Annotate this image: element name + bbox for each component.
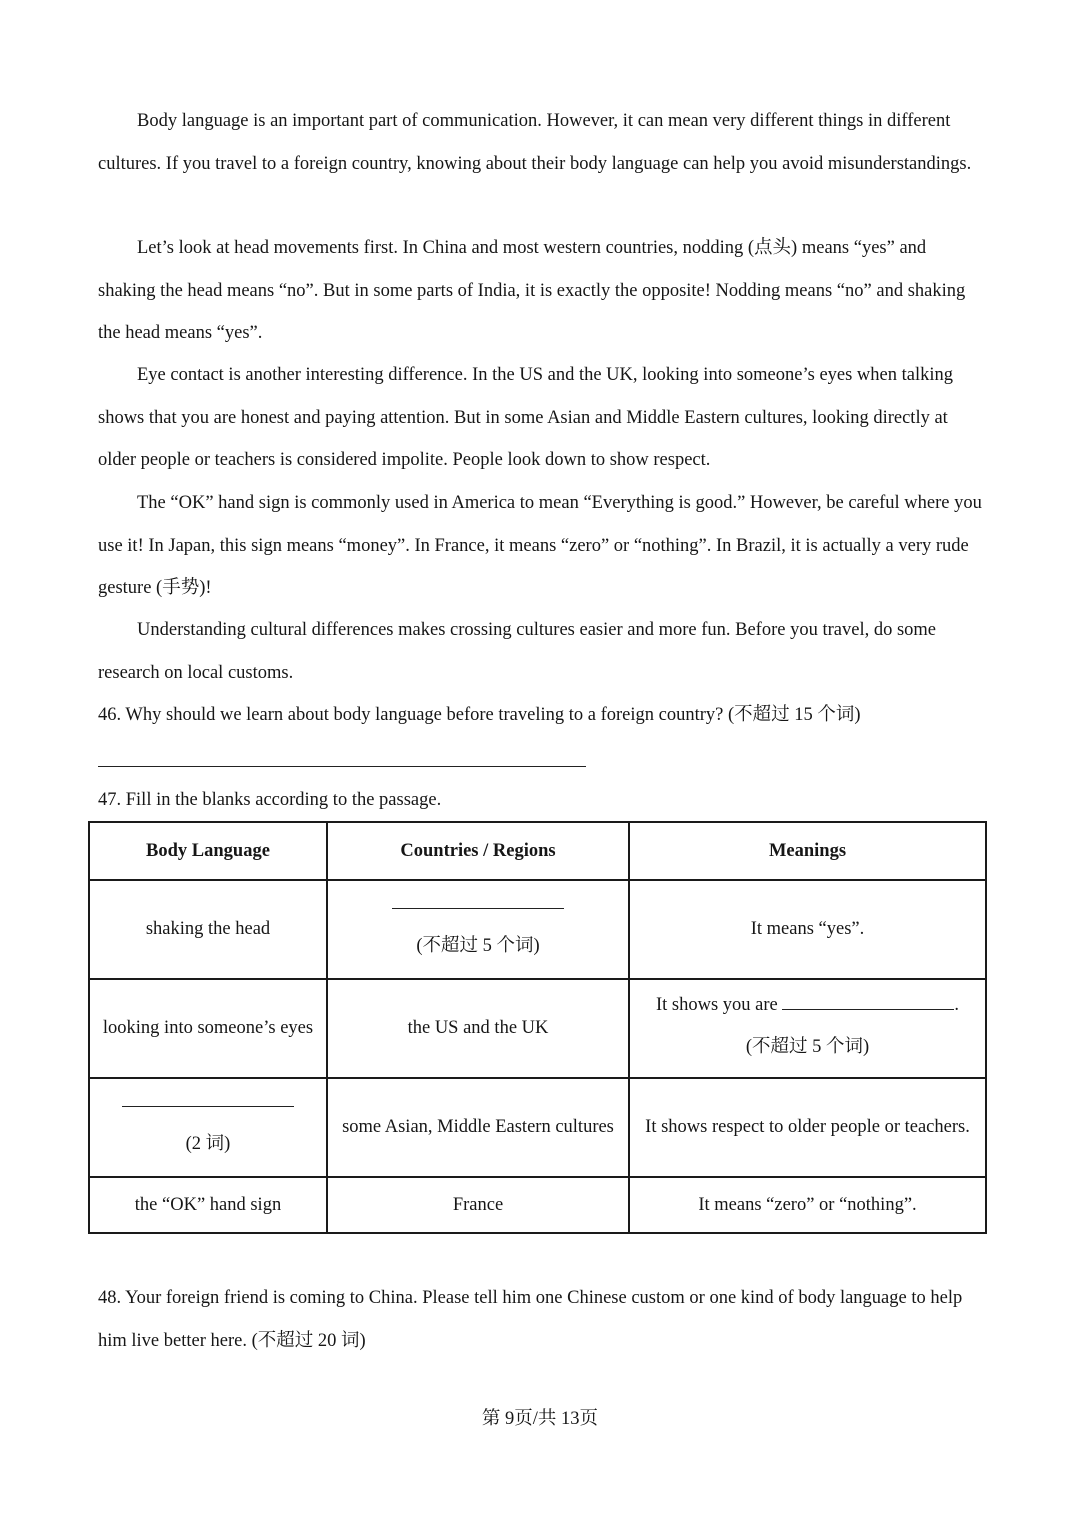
fill-in-table bbox=[88, 821, 987, 1234]
cell-meaning: It means “yes”. bbox=[629, 880, 986, 979]
cell-countries: France bbox=[327, 1177, 629, 1233]
cell-body-language: the “OK” hand sign bbox=[89, 1177, 327, 1233]
answer-blank-body-language[interactable] bbox=[122, 1106, 294, 1107]
cell-meaning-blank bbox=[629, 979, 986, 1078]
word-limit-hint: (不超过 5 个词) bbox=[416, 936, 540, 956]
word-limit-hint: (不超过 5 个词) bbox=[745, 1037, 870, 1057]
passage-paragraph-3: Eye contact is another interesting difference. In the US and the UK, looking into someone’s eyes when talking shows that you are honest and paying attention. But in some Asian and Middle Eastern cultures, looking directly at older people or teachers is considered impolite. People look down to show respect. bbox=[98, 365, 954, 470]
header-countries-regions: Countries / Regions bbox=[327, 822, 629, 880]
cell-countries: the US and the UK bbox=[327, 979, 629, 1078]
passage-paragraph-5: Understanding cultural differences makes crossing cultures easier and more fun. Before you travel, do some research on local customs. bbox=[98, 620, 937, 683]
passage-paragraph-4: The “OK” hand sign is commonly used in America to mean “Everything is good.” However, be careful where you use it! In Japan, this sign means “money”. In France, it means “zero” or “nothing”. In Brazil, it is actually a very rude gesture (手势)! bbox=[98, 493, 982, 598]
table-row bbox=[89, 979, 986, 1078]
cell-countries: some Asian, Middle Eastern cultures bbox=[327, 1078, 629, 1177]
table-header-row bbox=[89, 822, 986, 880]
passage-paragraph-2: Let’s look at head movements first. In China and most western countries, nodding (点头) means “yes” and shaking the head means “no”. But in some parts of India, it is exactly the opposite! Nodding means “no” and shaking the head means “yes”. bbox=[98, 238, 966, 343]
cell-meaning: It means “zero” or “nothing”. bbox=[629, 1177, 986, 1233]
answer-blank-countries[interactable] bbox=[392, 908, 564, 909]
cell-countries-blank bbox=[327, 880, 629, 979]
question-48: 48. Your foreign friend is coming to China. Please tell him one Chinese custom or one kind of body language to help him live better here. (不超过 20 词) bbox=[98, 1288, 963, 1351]
cell-body-language: shaking the head bbox=[89, 880, 327, 979]
question-46: 46. Why should we learn about body language before traveling to a foreign country? (不超过 15 个词) bbox=[98, 705, 861, 725]
question-47: 47. Fill in the blanks according to the passage. bbox=[98, 790, 442, 810]
answer-blank-meaning[interactable] bbox=[782, 995, 954, 1010]
page-number: 第 9页/共 13页 bbox=[481, 1409, 599, 1429]
cell-meaning: It shows respect to older people or teachers. bbox=[629, 1078, 986, 1177]
header-meanings: Meanings bbox=[629, 822, 986, 880]
cell-body-language-blank bbox=[89, 1078, 327, 1177]
meaning-period: . bbox=[954, 995, 960, 1015]
answer-blank-46[interactable] bbox=[98, 766, 586, 767]
table-row bbox=[89, 1078, 986, 1177]
table-row bbox=[89, 1177, 986, 1233]
passage-paragraph-1: Body language is an important part of communication. However, it can mean very different things in different cultures. If you travel to a foreign country, knowing about their body language can help you avoid misunderstandings. bbox=[98, 111, 972, 174]
table-row bbox=[89, 880, 986, 979]
cell-body-language: looking into someone’s eyes bbox=[89, 979, 327, 1078]
word-limit-hint: (2 词) bbox=[185, 1134, 231, 1154]
header-body-language: Body Language bbox=[89, 822, 327, 880]
meaning-prefix: It shows you are bbox=[655, 995, 778, 1015]
